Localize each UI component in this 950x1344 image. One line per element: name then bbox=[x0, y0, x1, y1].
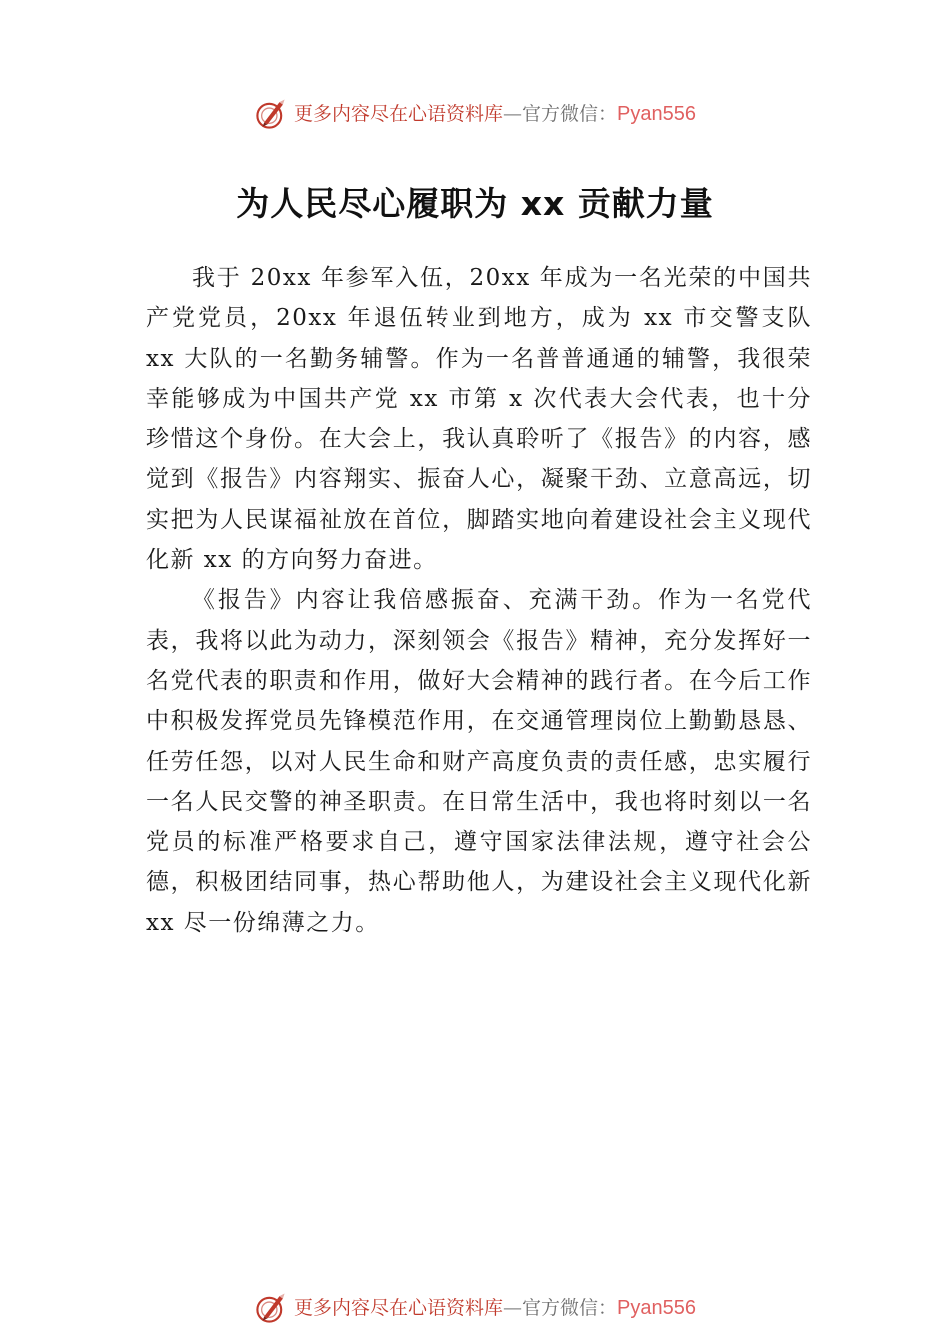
banner-dash: — bbox=[503, 102, 523, 125]
banner-library-text: 更多内容尽在心语资料库 bbox=[294, 102, 504, 125]
banner-dash: — bbox=[503, 1296, 523, 1319]
footer-banner bbox=[0, 1288, 950, 1328]
document-title: 为人民尽心履职为 xx 贡献力量 bbox=[236, 184, 714, 223]
banner-wechat-id: Pyan556 bbox=[617, 103, 696, 125]
body-paragraph-1: 我于 20xx 年参军入伍，20xx 年成为一名光荣的中国共产党党员，20xx 年退伍转业到地方，成为 xx 市交警支队 xx 大队的一名勤务辅警。作为一名普普通通的辅警，我很荣幸能够成为中国共产党 xx 市第 x 次代表大会代表，也十分珍惜这个身份。在大会上，我认真聆听了《报告》的内容，感觉到《报告》内容翔实、振奋人心，凝聚干劲、立意高远，切实把为人民谋福祉放在首位，脚踏实地向着建设社会主义现代化新 xx 的方向努力奋进。 bbox=[146, 265, 812, 574]
header-banner bbox=[0, 94, 950, 134]
banner-wechat-id: Pyan556 bbox=[617, 1297, 696, 1319]
banner-library-text: 更多内容尽在心语资料库 bbox=[294, 1296, 504, 1319]
quill-pen-logo-icon bbox=[254, 97, 288, 131]
banner-wechat-label: 官方微信： bbox=[522, 1296, 618, 1319]
banner-text bbox=[294, 1298, 696, 1318]
banner-text bbox=[294, 104, 696, 124]
quill-pen-logo-icon bbox=[254, 1291, 288, 1325]
body-paragraph-2: 《报告》内容让我倍感振奋、充满干劲。作为一名党代表，我将以此为动力，深刻领会《报告》精神，充分发挥好一名党代表的职责和作用，做好大会精神的践行者。在今后工作中积极发挥党员先锋模范作用，在交通管理岗位上勤勤恳恳、任劳任怨，以对人民生命和财产高度负责的责任感，忠实履行一名人民交警的神圣职责。在日常生活中，我也将时刻以一名党员的标准严格要求自己，遵守国家法律法规，遵守社会公德，积极团结同事，热心帮助他人，为建设社会主义现代化新 xx 尽一份绵薄之力。 bbox=[146, 587, 812, 936]
banner-wechat-label: 官方微信： bbox=[522, 102, 618, 125]
document-body bbox=[146, 258, 812, 943]
